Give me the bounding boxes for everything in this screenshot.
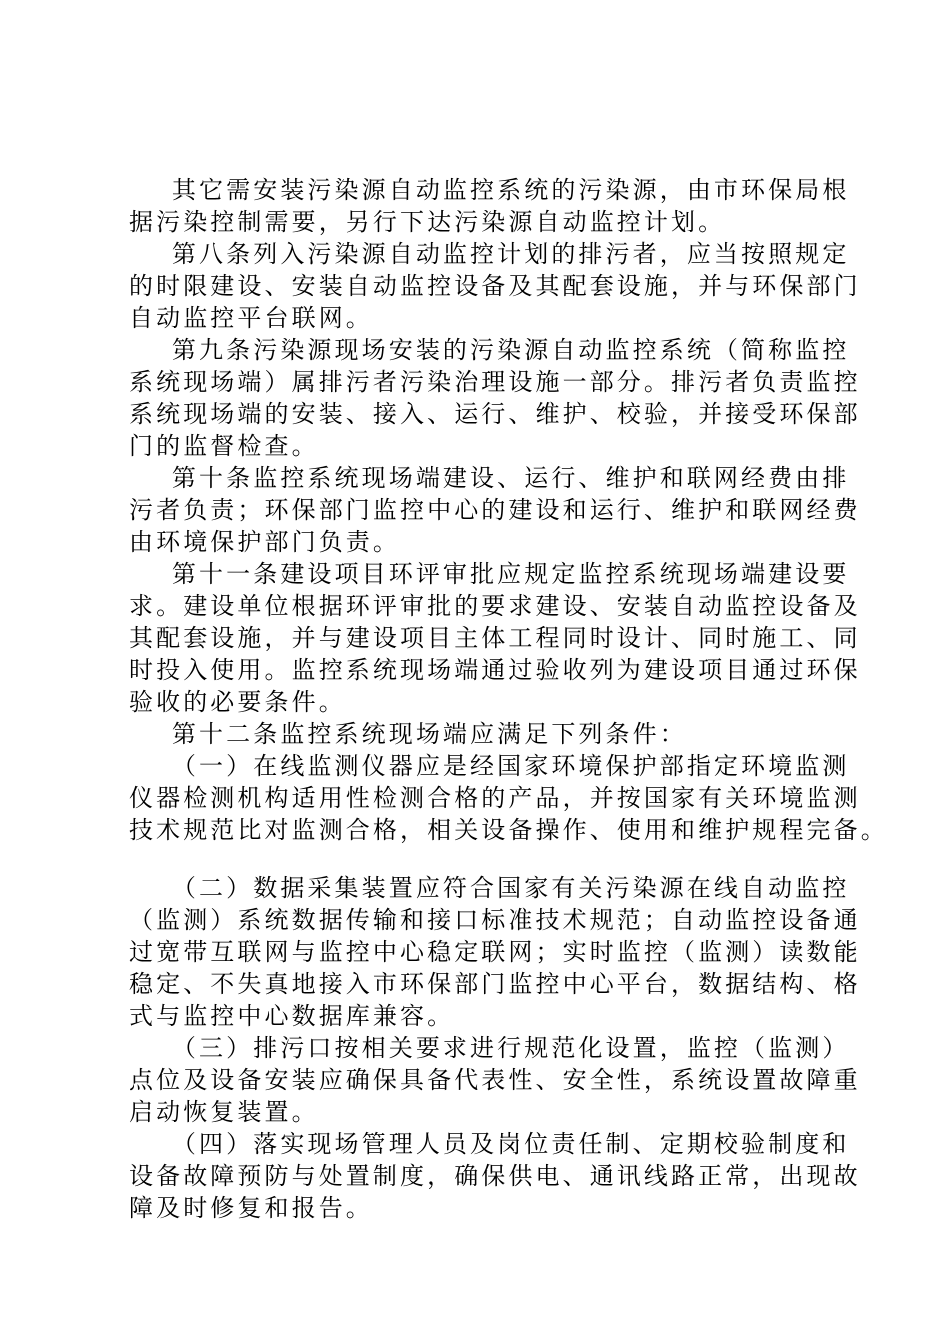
text-line: 由环境保护部门负责。 bbox=[129, 528, 400, 556]
text-line: （一）在线监测仪器应是经国家环境保护部指定环境监测 bbox=[129, 752, 850, 780]
text-line: 的时限建设、安装自动监控设备及其配套设施，并与环保部门 bbox=[129, 272, 861, 300]
paragraph-gap bbox=[129, 846, 841, 872]
text-line: 其它需安装污染源自动监控系统的污染源，由市环保局根 bbox=[129, 176, 850, 204]
text-line: 设备故障预防与处置制度，确保供电、通讯线路正常，出现故 bbox=[129, 1162, 861, 1190]
text-line: 技术规范比对监测合格，相关设备操作、使用和维护规程完备。 bbox=[129, 816, 888, 844]
text-line: 障及时修复和报告。 bbox=[129, 1194, 373, 1222]
text-line: 据污染控制需要，另行下达污染源自动监控计划。 bbox=[129, 208, 726, 236]
text-line: 时投入使用。监控系统现场端通过验收列为建设项目通过环保 bbox=[129, 656, 861, 684]
text-line: 第十二条监控系统现场端应满足下列条件： bbox=[129, 720, 687, 748]
text-line: 式与监控中心数据库兼容。 bbox=[129, 1002, 455, 1030]
text-line: 第十一条建设项目环评审批应规定监控系统现场端建设要 bbox=[129, 560, 850, 588]
text-line: （二）数据采集装置应符合国家有关污染源在线自动监控 bbox=[129, 874, 850, 902]
text-line: 求。建设单位根据环评审批的要求建设、安装自动监控设备及 bbox=[129, 592, 861, 620]
text-line: （四）落实现场管理人员及岗位责任制、定期校验制度和 bbox=[129, 1130, 850, 1158]
text-line: （监测）系统数据传输和接口标准技术规范；自动监控设备通 bbox=[129, 906, 861, 934]
text-line: 污者负责；环保部门监控中心的建设和运行、维护和联网经费 bbox=[129, 496, 861, 524]
text-line: 验收的必要条件。 bbox=[129, 688, 346, 716]
text-line: 第九条污染源现场安装的污染源自动监控系统（简称监控 bbox=[129, 336, 850, 364]
text-line: 启动恢复装置。 bbox=[129, 1098, 319, 1126]
text-line: 系统现场端的安装、接入、运行、维护、校验，并接受环保部 bbox=[129, 400, 861, 428]
text-line: 点位及设备安装应确保具备代表性、安全性，系统设置故障重 bbox=[129, 1066, 861, 1094]
text-line: 第十条监控系统现场端建设、运行、维护和联网经费由排 bbox=[129, 464, 850, 492]
text-line: 其配套设施，并与建设项目主体工程同时设计、同时施工、同 bbox=[129, 624, 861, 652]
text-line: 系统现场端）属排污者污染治理设施一部分。排污者负责监控 bbox=[129, 368, 861, 396]
text-line: 过宽带互联网与监控中心稳定联网；实时监控（监测）读数能 bbox=[129, 938, 861, 966]
text-line: 自动监控平台联网。 bbox=[129, 304, 373, 332]
text-line: 稳定、不失真地接入市环保部门监控中心平台，数据结构、格 bbox=[129, 970, 861, 998]
text-line: 仪器检测机构适用性检测合格的产品，并按国家有关环境监测 bbox=[129, 784, 861, 812]
document-body bbox=[129, 174, 888, 1224]
text-line: （三）排污口按相关要求进行规范化设置，监控（监测） bbox=[129, 1034, 850, 1062]
text-line: 门的监督检查。 bbox=[129, 432, 319, 460]
text-line: 第八条列入污染源自动监控计划的排污者，应当按照规定 bbox=[129, 240, 850, 268]
